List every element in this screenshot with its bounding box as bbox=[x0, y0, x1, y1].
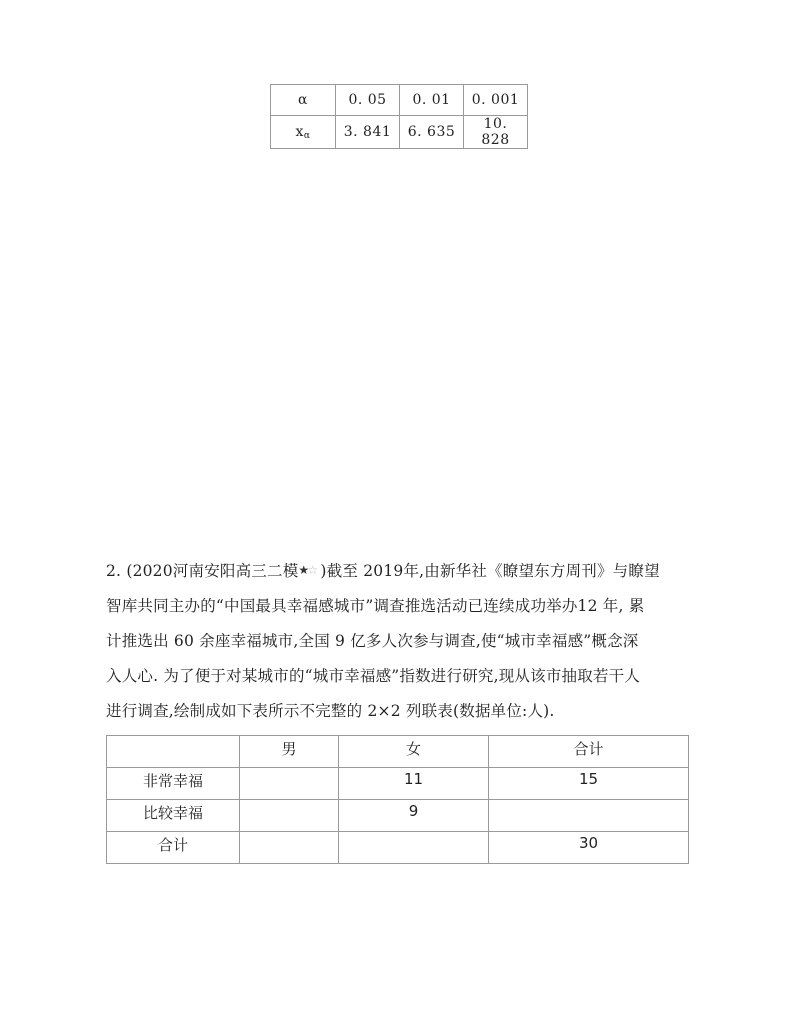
problem-source: 2. (2020河南安阳高三二模 bbox=[106, 562, 299, 580]
table-cell: 0. 05 bbox=[336, 85, 400, 116]
table-cell: 9 bbox=[339, 800, 489, 832]
problem-line-text: )截至 2019年,由新华社《瞭望东方周刊》与瞭望 bbox=[320, 562, 660, 580]
table-cell bbox=[489, 800, 689, 832]
alpha-label: α bbox=[271, 85, 336, 116]
problem-line: 智库共同主办的“中国最具幸福感城市”调查推选活动已连续成功举办12 年, 累 bbox=[106, 597, 645, 615]
table-cell: 15 bbox=[489, 768, 689, 800]
table-row bbox=[107, 768, 689, 800]
x-alpha-subscript: α bbox=[303, 130, 311, 141]
table-cell: 0. 01 bbox=[400, 85, 464, 116]
problem-line: 入人心. 为了便于对某城市的“城市幸福感”指数进行研究,现从该市抽取若干人 bbox=[106, 667, 641, 685]
table-header-cell: 男 bbox=[240, 736, 339, 768]
table-cell bbox=[240, 768, 339, 800]
table-cell: 0. 001 bbox=[464, 85, 528, 116]
table-cell bbox=[240, 800, 339, 832]
problem-line: 计推选出 60 余座幸福城市,全国 9 亿多人次参与调查,使“城市幸福感”概念深 bbox=[106, 632, 639, 650]
table-header-cell: 合计 bbox=[489, 736, 689, 768]
table-cell: 6. 635 bbox=[400, 116, 464, 149]
table-cell: 10. 828 bbox=[464, 116, 528, 149]
table-cell bbox=[339, 832, 489, 864]
x-alpha-label bbox=[271, 116, 336, 149]
table-header-row bbox=[107, 736, 689, 768]
problem-line bbox=[106, 554, 688, 589]
table-row bbox=[271, 116, 528, 149]
row-label: 非常幸福 bbox=[107, 768, 240, 800]
row-label: 合计 bbox=[107, 832, 240, 864]
contingency-table bbox=[106, 735, 689, 864]
table-row bbox=[107, 800, 689, 832]
row-label: 比较幸福 bbox=[107, 800, 240, 832]
table-cell bbox=[240, 832, 339, 864]
table-header-cell: 女 bbox=[339, 736, 489, 768]
problem-text bbox=[106, 554, 688, 729]
table-row bbox=[107, 832, 689, 864]
table-cell: 30 bbox=[489, 832, 689, 864]
table-cell: 3. 841 bbox=[336, 116, 400, 149]
table-row bbox=[271, 85, 528, 116]
problem-line: 进行调查,绘制成如下表所示不完整的 2×2 列联表(数据单位:人). bbox=[106, 702, 555, 720]
table-header-cell bbox=[107, 736, 240, 768]
difficulty-stars-icon: ★ ☆ bbox=[298, 563, 319, 577]
table-cell: 11 bbox=[339, 768, 489, 800]
x-alpha-main: x bbox=[295, 123, 304, 140]
critical-value-table bbox=[270, 84, 528, 149]
